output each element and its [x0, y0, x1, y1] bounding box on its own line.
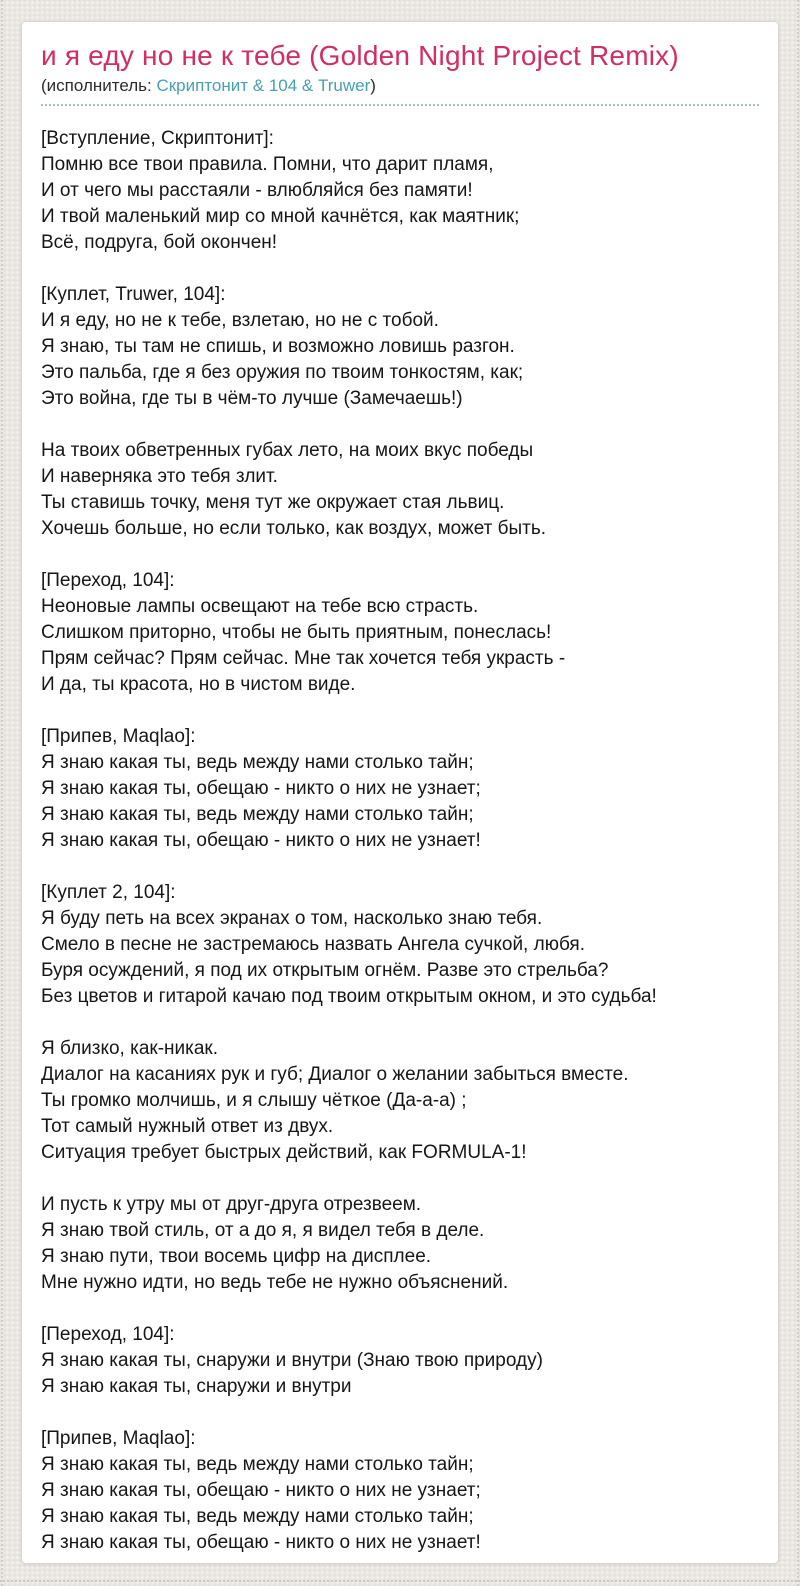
stanza: [41, 126, 759, 256]
lyric-line: И я еду, но не к тебе, взлетаю, но не с тобой.: [41, 310, 439, 331]
stanza: [41, 438, 759, 542]
lyric-line: Помню все твои правила. Помни, что дарит пламя,: [41, 154, 494, 175]
artist-link[interactable]: Скриптонит & 104 & Truwer: [156, 76, 371, 95]
lyric-line: Я буду петь на всех экранах о том, насколько знаю тебя.: [41, 908, 543, 929]
song-header: [41, 40, 759, 106]
stanza: [41, 880, 759, 1010]
lyric-line: Я близко, как-никак.: [41, 1038, 219, 1059]
stanza: [41, 724, 759, 854]
lyric-line: [Переход, 104]:: [41, 570, 175, 591]
lyric-line: Прям сейчас? Прям сейчас. Мне так хочется тебя украсть -: [41, 648, 566, 669]
lyric-line: [Куплет, Truwer, 104]:: [41, 284, 226, 305]
artist-label-suffix: ): [370, 76, 376, 95]
lyric-line: Я знаю какая ты, снаружи и внутри (Знаю твою природу): [41, 1350, 543, 1371]
lyric-line: Тот самый нужный ответ из двух.: [41, 1116, 334, 1137]
song-title: и я еду но не к тебе (Golden Night Project Remix): [41, 40, 679, 71]
lyric-line: Неоновые лампы освещают на тебе всю страсть.: [41, 596, 479, 617]
lyric-line: Я знаю твой стиль, от а до я, я видел тебя в деле.: [41, 1220, 485, 1241]
lyric-line: Я знаю какая ты, снаружи и внутри: [41, 1376, 352, 1397]
lyric-line: Я знаю какая ты, ведь между нами столько тайн;: [41, 1506, 474, 1527]
lyric-line: Это война, где ты в чём-то лучше (Замечаешь!): [41, 388, 463, 409]
stanza: [41, 1036, 759, 1166]
lyric-line: И твой маленький мир со мной качнётся, как маятник;: [41, 206, 520, 227]
lyric-line: [Припев, Maqlao]:: [41, 1428, 196, 1449]
lyrics: [41, 106, 759, 1556]
lyric-line: Я знаю какая ты, обещаю - никто о них не узнает;: [41, 778, 481, 799]
lyric-line: Я знаю пути, твои восемь цифр на дисплее.: [41, 1246, 432, 1267]
lyric-line: Буря осуждений, я под их открытым огнём. Разве это стрельба?: [41, 960, 609, 981]
page-edge-texture-right: [797, 0, 799, 1586]
lyric-line: Я знаю какая ты, обещаю - никто о них не узнает;: [41, 1480, 481, 1501]
lyric-line: [Переход, 104]:: [41, 1324, 175, 1345]
artist-label-prefix: (исполнитель:: [41, 76, 157, 95]
lyric-line: Смело в песне не застремаюсь назвать Ангела сучкой, любя.: [41, 934, 585, 955]
lyric-line: [Припев, Maqlao]:: [41, 726, 196, 747]
lyric-line: Это пальба, где я без оружия по твоим тонкостям, как;: [41, 362, 524, 383]
bottom-dotted-divider: [0, 1580, 800, 1582]
stanza: [41, 282, 759, 412]
lyric-line: Мне нужно идти, но ведь тебе не нужно объяснений.: [41, 1272, 509, 1293]
stanza: [41, 1322, 759, 1400]
lyric-line: Я знаю какая ты, ведь между нами столько тайн;: [41, 804, 474, 825]
lyric-line: Хочешь больше, но если только, как воздух, может быть.: [41, 518, 547, 539]
artist-line: [41, 76, 759, 95]
lyric-line: Ты ставишь точку, меня тут же окружает стая львиц.: [41, 492, 505, 513]
lyric-line: [Вступление, Скриптонит]:: [41, 128, 274, 149]
lyric-line: И от чего мы расстаяли - влюбляйся без памяти!: [41, 180, 473, 201]
lyric-line: Я знаю какая ты, ведь между нами столько тайн;: [41, 752, 474, 773]
lyric-line: Я знаю какая ты, ведь между нами столько тайн;: [41, 1454, 474, 1475]
lyric-line: Всё, подруга, бой окончен!: [41, 232, 278, 253]
lyric-line: Я знаю какая ты, обещаю - никто о них не узнает!: [41, 830, 481, 851]
stanza: [41, 568, 759, 698]
lyric-line: Ты громко молчишь, и я слышу чёткое (Да-а-а) ;: [41, 1090, 467, 1111]
lyric-line: Слишком приторно, чтобы не быть приятным, понеслась!: [41, 622, 552, 643]
lyric-line: И пусть к утру мы от друг-друга отрезвеем.: [41, 1194, 422, 1215]
lyric-line: И да, ты красота, но в чистом виде.: [41, 674, 356, 695]
lyric-line: Я знаю какая ты, обещаю - никто о них не узнает!: [41, 1532, 481, 1553]
lyric-line: [Куплет 2, 104]:: [41, 882, 176, 903]
page-edge-texture-left: [1, 0, 3, 1586]
lyric-line: На твоих обветренных губах лето, на моих вкус победы: [41, 440, 534, 461]
lyric-line: И наверняка это тебя злит.: [41, 466, 278, 487]
stanza: [41, 1192, 759, 1296]
lyric-line: Без цветов и гитарой качаю под твоим открытым окном, и это судьба!: [41, 986, 657, 1007]
lyric-line: Ситуация требует быстрых действий, как FORMULA-1!: [41, 1142, 527, 1163]
stanza: [41, 1426, 759, 1556]
lyric-line: Диалог на касаниях рук и губ; Диалог о желании забыться вместе.: [41, 1064, 629, 1085]
lyric-line: Я знаю, ты там не спишь, и возможно ловишь разгон.: [41, 336, 515, 357]
lyrics-card: [21, 21, 779, 1564]
